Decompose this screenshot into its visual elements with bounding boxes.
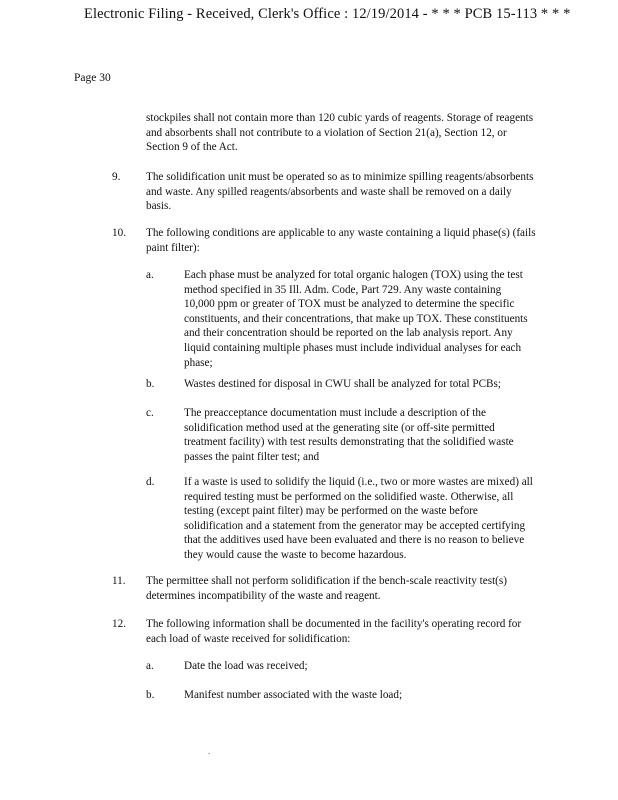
filing-stamp-header: Electronic Filing - Received, Clerk's Office : 12/19/2014 - * * * PCB 15-113 * * *: [84, 6, 571, 22]
subitem-letter-10a: a.: [146, 269, 154, 281]
subitem-letter-10d: d.: [146, 476, 155, 488]
item-number-9: 9.: [112, 171, 121, 183]
subitem-letter-10b: b.: [146, 378, 155, 390]
subitem-letter-10c: c.: [146, 407, 154, 419]
item-number-12: 12.: [112, 618, 126, 630]
scan-mark: .: [208, 746, 211, 756]
subitem-text-12a: Date the load was received;: [184, 660, 308, 672]
subitem-text-10d: If a waste is used to solidify the liquid (i.e., two or more wastes are mixed) all required testing must be performed on the solidified waste. Otherwise, all testing (except paint filter) may be performed on the waste before solidification and a statement from the generator may be accepted certifying that the additives used have been evaluated and there is no reason to believe they would cause the waste to become hazardous.: [184, 476, 533, 561]
item-text-11: The permittee shall not perform solidification if the bench-scale reactivity test(s) determines incompatibility of the waste and reagent.: [146, 575, 507, 602]
page-number: Page 30: [74, 72, 111, 84]
item-text-12: The following information shall be documented in the facility's operating record for each load of waste received for solidification:: [146, 618, 522, 645]
continuation-paragraph: stockpiles shall not contain more than 120 cubic yards of reagents. Storage of reagents and absorbents shall not contribute to a violation of Section 21(a), Section 12, or Section 9 of the Act.: [146, 112, 534, 154]
item-text-10: The following conditions are applicable to any waste containing a liquid phase(s) (fails paint filter):: [146, 227, 536, 254]
subitem-text-10a: Each phase must be analyzed for total organic halogen (TOX) using the test method specified in 35 Ill. Adm. Code, Part 729. Any waste containing 10,000 ppm or greater of TOX must be analyzed to determine the specific constituents, and their concentrations, that make up TOX. These constituents and their concentration should be reported on the lab analysis report. Any liquid containing multiple phases must include individual analyses for each phase;: [184, 269, 528, 369]
subitem-letter-12b: b.: [146, 689, 155, 701]
item-text-9: The solidification unit must be operated so as to minimize spilling reagents/absorbents and waste. Any spilled reagents/absorbents and waste shall be removed on a daily basis.: [146, 171, 534, 213]
subitem-text-10b: Wastes destined for disposal in CWU shall be analyzed for total PCBs;: [184, 378, 501, 390]
item-number-10: 10.: [112, 227, 126, 239]
subitem-text-12b: Manifest number associated with the waste load;: [184, 689, 403, 701]
subitem-letter-12a: a.: [146, 660, 154, 672]
subitem-text-10c: The preacceptance documentation must include a description of the solidification method used at the generating site (or off-site permitted treatment facility) with test results demonstrating that the solidified waste passes the paint filter test; and: [184, 407, 514, 463]
item-number-11: 11.: [112, 575, 126, 587]
